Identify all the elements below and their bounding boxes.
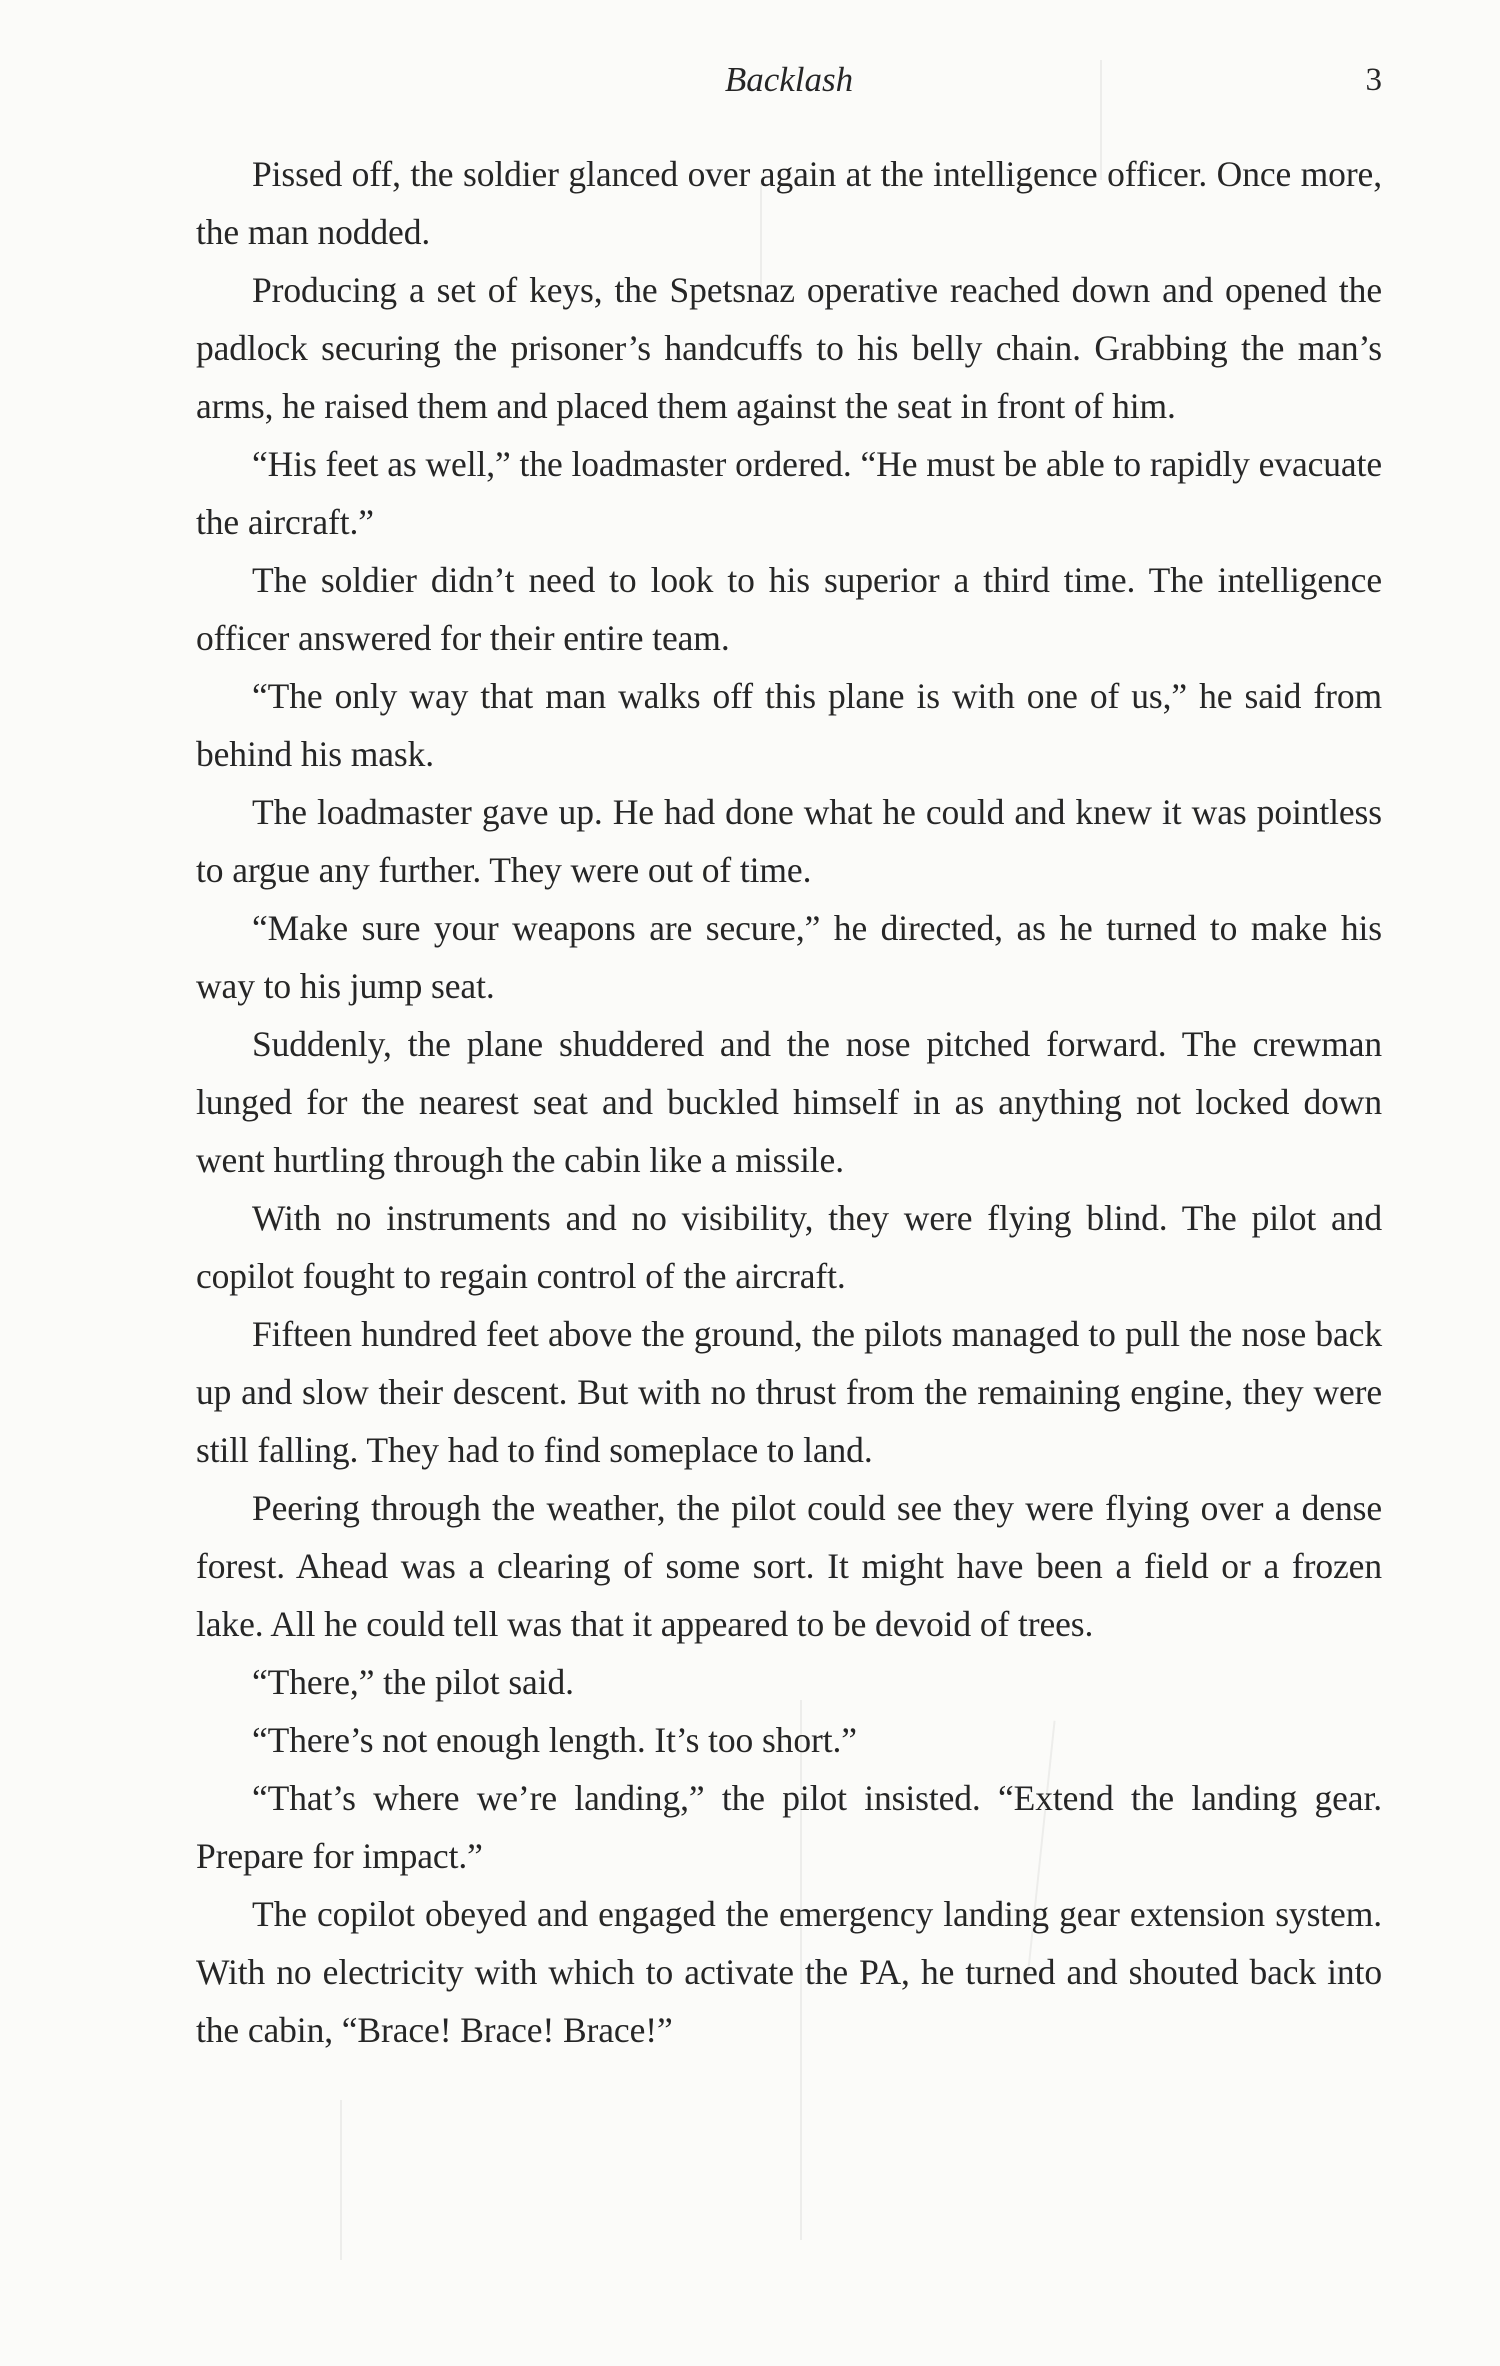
paragraph: Producing a set of keys, the Spetsnaz operative reached down and opened the padlock securing the prisoner’s handcuffs to his belly chain. Grabbing the man’s arms, he raised them and placed them against the seat in front of him. <box>196 270 1382 426</box>
paragraph: “That’s where we’re landing,” the pilot insisted. “Extend the landing gear. Prepare for impact.” <box>196 1778 1382 1876</box>
paragraph: Peering through the weather, the pilot could see they were flying over a dense forest. Ahead was a clearing of some sort. It might have been a field or a frozen lake. All he could tell was that it appeared to be devoid of trees. <box>196 1488 1382 1644</box>
paragraph: “There’s not enough length. It’s too short.” <box>252 1720 857 1760</box>
paragraph: “The only way that man walks off this plane is with one of us,” he said from behind his mask. <box>196 676 1382 774</box>
paragraph: Pissed off, the soldier glanced over again at the intelligence officer. Once more, the man nodded. <box>196 154 1382 252</box>
paragraph: The copilot obeyed and engaged the emergency landing gear extension system. With no electricity with which to activate the PA, he turned and shouted back into the cabin, “Brace! Brace! Brace!” <box>196 1894 1382 2050</box>
paragraph: Suddenly, the plane shuddered and the nose pitched forward. The crewman lunged for the nearest seat and buckled himself in as anything not locked down went hurtling through the cabin like a missile. <box>196 1024 1382 1180</box>
body-text <box>196 145 1382 2059</box>
page-header <box>196 55 1382 105</box>
paragraph: With no instruments and no visibility, they were flying blind. The pilot and copilot fought to regain control of the aircraft. <box>196 1198 1382 1296</box>
paragraph: The soldier didn’t need to look to his superior a third time. The intelligence officer answered for their entire team. <box>196 560 1382 658</box>
paragraph: The loadmaster gave up. He had done what he could and knew it was pointless to argue any further. They were out of time. <box>196 792 1382 890</box>
paragraph: “There,” the pilot said. <box>252 1662 574 1702</box>
running-title: Backlash <box>724 60 854 99</box>
scan-artifact-line <box>340 2100 342 2260</box>
page-number: 3 <box>1365 62 1382 98</box>
paragraph: “Make sure your weapons are secure,” he directed, as he turned to make his way to his jump seat. <box>196 908 1382 1006</box>
paragraph: “His feet as well,” the loadmaster ordered. “He must be able to rapidly evacuate the aircraft.” <box>196 444 1382 542</box>
paragraph: Fifteen hundred feet above the ground, the pilots managed to pull the nose back up and slow their descent. But with no thrust from the remaining engine, they were still falling. They had to find someplace to land. <box>196 1314 1382 1470</box>
